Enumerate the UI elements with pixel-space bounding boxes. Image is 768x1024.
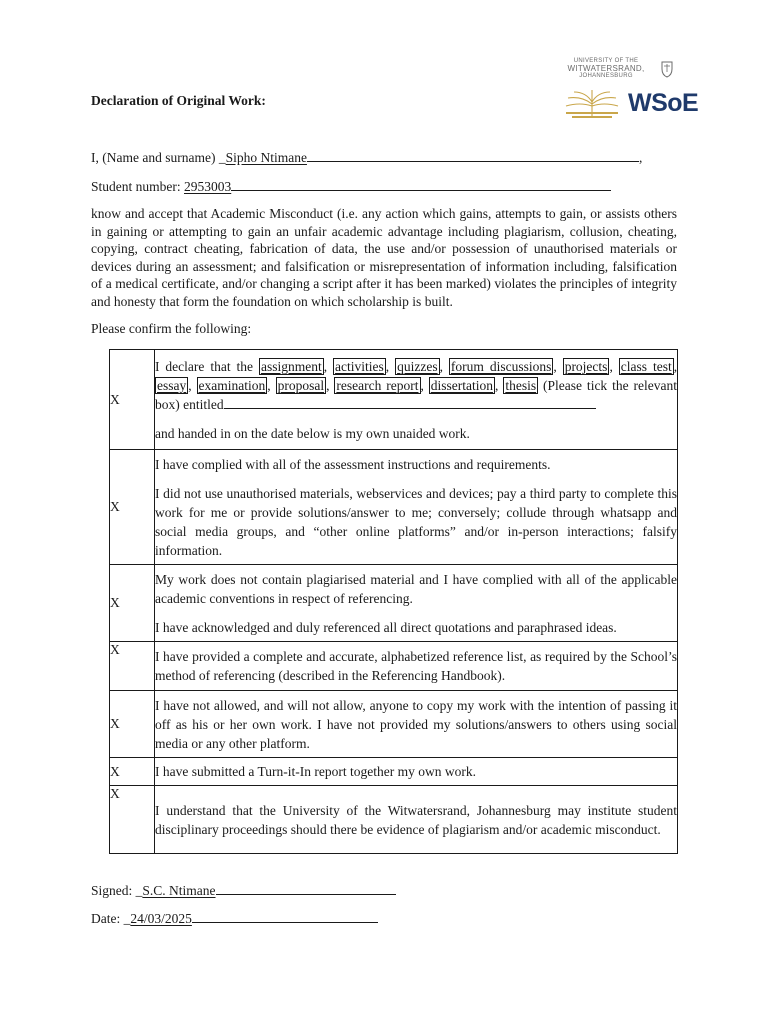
option-projects[interactable]: projects [564, 358, 608, 374]
university-line-3: JOHANNESBURG [579, 72, 633, 79]
name-end: , [638, 150, 643, 165]
declaration-text: My work does not contain plagiarised material and I have complied with all of the applicable academic conventions in respect of referencing. I have acknowledged and duly referenced all direct quotations and paraphrased ideas. [155, 565, 678, 642]
tick-mark: X [110, 450, 155, 565]
option-class-test[interactable]: class test [620, 358, 672, 374]
date-line [91, 910, 378, 927]
crest-icon [660, 60, 674, 78]
option-thesis[interactable]: thesis [505, 377, 537, 393]
declaration-text: I have submitted a Turn-it-In report together my own work. [155, 758, 678, 786]
option-essay[interactable]: essay [157, 377, 187, 393]
signed-label: Signed: _ [91, 883, 143, 898]
university-name [556, 58, 656, 79]
date-blank [192, 910, 378, 923]
option-proposal[interactable]: proposal [277, 377, 325, 393]
declaration-text: I have not allowed, and will not allow, anyone to copy my work with the intention of passing it off as his or her own work. I have not provided my solutions/answers to others using social media or any other platform. [155, 691, 678, 758]
tick-mark: X [110, 758, 155, 786]
declaration-text: I have complied with all of the assessment instructions and requirements. I did not use unauthorised materials, webservices and devices; pay a third party to complete this work for me or provide solutions/answer to me; conversely; collude through whatsapp and social media groups, and “other online platforms” and/or in-person interactions; falsify information. [155, 450, 678, 565]
wsoe-logo [556, 58, 699, 122]
declaration-text: I declare that the assignment , activities , quizzes , forum discussions , projects , class test , essay , examination , proposal , research report , dissertation , thesis (Please tick the relevant box) entitled and handed in on the date below is my own unaided work. [155, 350, 678, 450]
signed-blank [216, 882, 396, 895]
tick-mark: X [110, 642, 155, 691]
entitled-blank [224, 396, 596, 409]
option-activities[interactable]: activities [335, 358, 384, 374]
table-row [110, 450, 678, 565]
tick-mark: X [110, 565, 155, 642]
date-label: Date: _ [91, 911, 131, 926]
table-row [110, 691, 678, 758]
declaration-table [109, 349, 678, 854]
name-value: Sipho Ntimane [225, 150, 307, 165]
signed-line [91, 882, 396, 899]
tree-icon [562, 88, 622, 120]
table-row [110, 758, 678, 786]
date-value: 24/03/2025 [130, 911, 192, 926]
tick-mark: X [110, 691, 155, 758]
table-row [110, 786, 678, 854]
option-research-report[interactable]: research report [336, 377, 419, 393]
option-assignment[interactable]: assignment [260, 358, 322, 374]
tick-mark: X [110, 786, 155, 854]
option-examination[interactable]: examination [198, 377, 266, 393]
option-forum-discussions[interactable]: forum discussions [450, 358, 552, 374]
table-row [110, 565, 678, 642]
declaration-text: I have provided a complete and accurate, alphabetized reference list, as required by the School’s method of referencing (described in the Referencing Handbook). [155, 642, 678, 691]
table-row [110, 350, 678, 450]
student-number-label: Student number: [91, 179, 184, 194]
page-title: Declaration of Original Work: [91, 93, 266, 108]
option-quizzes[interactable]: quizzes [397, 358, 438, 374]
name-label: I, (Name and surname) _ [91, 150, 226, 165]
name-blank [307, 149, 639, 162]
declaration-text: I understand that the University of the Witwatersrand, Johannesburg may institute student disciplinary proceedings should there be evidence of plagiarism and/or academic misconduct. [155, 786, 678, 854]
misconduct-paragraph: know and accept that Academic Misconduct (i.e. any action which gains, attempts to gain, or assists others in gaining or attempting to gain an unfair academic advantage including plagiarism, collusion, cheating, copying, contract cheating, fabrication of data, the use and/or possession of unauthorised materials or devices during an assessment; and falsification or misrepresentation of information including, falsification of a medical certificate, and/or changing a script after it has been marked) violates the principles of integrity and honesty that form the foundation on which scholarship is built. [91, 206, 677, 309]
signed-value: S.C. Ntimane [142, 883, 216, 898]
university-line-1: UNIVERSITY OF THE [573, 58, 639, 64]
table-row [110, 642, 678, 691]
university-line-2: WITWATERSRAND, [567, 63, 645, 73]
wsoe-wordmark: WSoE [628, 89, 699, 117]
student-number-blank [231, 178, 611, 191]
confirm-label: Please confirm the following: [91, 321, 252, 336]
tick-mark: X [110, 350, 155, 450]
option-dissertation[interactable]: dissertation [430, 377, 494, 393]
student-number-value: 2953003 [184, 179, 232, 194]
student-number-line [91, 178, 611, 195]
name-line [91, 149, 642, 166]
